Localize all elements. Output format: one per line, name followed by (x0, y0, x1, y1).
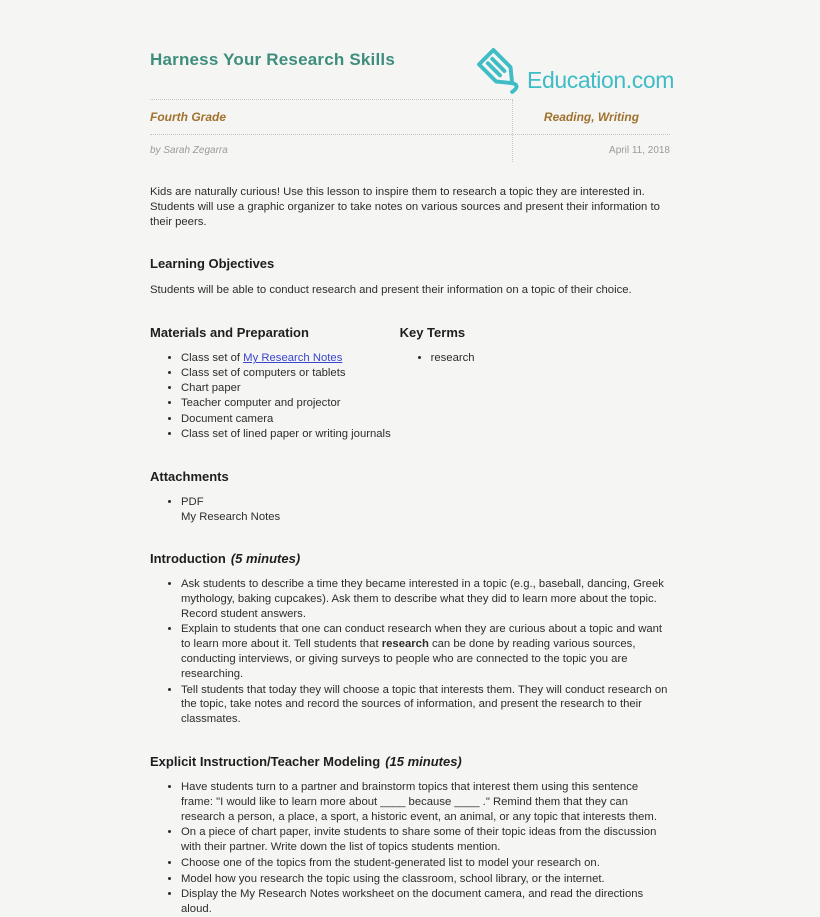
section-heading-introduction (150, 551, 670, 566)
brand-wordmark: Education.com (527, 67, 674, 93)
list-item: • Chart paper (181, 381, 400, 395)
list-item: • Class set of computers or tablets (181, 366, 400, 380)
list-item: • Class set of lined paper or writing journals (181, 427, 400, 441)
learning-objectives-text: Students will be able to conduct research and present their information on a topic of their choice. (150, 284, 632, 297)
pencil-paperclip-icon (475, 46, 525, 96)
section-heading-learning-objectives: Learning Objectives (150, 256, 275, 272)
step-text: Explain to students that one can conduct research when they are curious about a topic and want to learn more about it. Tell students that (181, 623, 663, 651)
section-heading-attachments: Attachments (150, 468, 229, 484)
key-terms-column (400, 325, 670, 442)
lesson-summary: Kids are naturally curious! Use this lesson to inspire them to research a topic they are interested in. Students will use a graphic organizer to take notes on various sources and present their information to their peers. (150, 186, 660, 228)
subject-tags: Reading, Writing (543, 110, 640, 124)
page-title: Harness Your Research Skills (150, 50, 395, 69)
author-byline: by Sarah Zegarra (150, 145, 228, 156)
step-text: can be done by reading various sources, conducting interviews, or giving surveys to people who are connected to the topic you are researching. (181, 638, 636, 680)
materials-list (150, 351, 400, 441)
publish-date: April 11, 2018 (609, 145, 670, 156)
duration-label: (15 minutes) (385, 753, 462, 769)
materials-column (150, 325, 400, 442)
explicit-instruction-steps (150, 780, 670, 917)
section-heading-explicit-instruction (150, 754, 670, 769)
list-item: • Document camera (181, 412, 400, 426)
key-terms-list (400, 351, 670, 365)
step-item: • Display the My Research Notes worksheet on the document camera, and read the directions aloud. (181, 887, 670, 917)
step-item: • Tell students that today they will choose a topic that interests them. They will conduct research on the topic, take notes and record the sources of information, and present the research to their classmates. (181, 683, 670, 727)
material-text: Class set of (181, 352, 244, 365)
heading-text: Introduction (150, 550, 226, 566)
materials-keyterms-section (150, 325, 670, 442)
list-item: • research (431, 351, 670, 365)
section-heading-key-terms: Key Terms (399, 325, 466, 341)
section-heading-materials: Materials and Preparation (150, 325, 309, 341)
list-item: • Teacher computer and projector (181, 396, 400, 410)
lesson-plan-document (150, 0, 674, 917)
attachments-list (150, 495, 670, 524)
heading-text: Explicit Instruction/Teacher Modeling (150, 753, 381, 769)
education-com-logo[interactable] (475, 46, 674, 92)
step-item (181, 622, 670, 681)
step-item: • Have students turn to a partner and brainstorm topics that interest them using this sentence frame: "I would like to learn more about ____ because ____ ." Remind them that they can research a person, a place, a sport, a historic event, an animal, or any topic that interests them. (181, 780, 670, 824)
step-item: • Model how you research the topic using the classroom, school library, or the internet. (181, 872, 670, 887)
step-item: • On a piece of chart paper, invite students to share some of their topic ideas from the discussion with their partner. Write down the list of topics students mention. (181, 825, 670, 855)
list-item (181, 351, 400, 365)
grade-subject-row (150, 100, 670, 135)
attachment-type: • PDF (181, 495, 204, 508)
byline-row (150, 135, 670, 162)
document-header (150, 50, 674, 100)
step-item: • Ask students to describe a time they became interested in a topic (e.g., baseball, dancing, Greek mythology, baking cupcakes). Ask them to describe what they did to learn more about the topic. Record student answers. (181, 577, 670, 621)
grade-level: Fourth Grade (150, 110, 227, 124)
key-term-bold: research (381, 638, 429, 651)
attachment-name: My Research Notes (181, 510, 281, 523)
my-research-notes-link[interactable]: My Research Notes (243, 352, 343, 365)
step-item: • Choose one of the topics from the student-generated list to model your research on. (181, 856, 670, 871)
attachment-item (181, 495, 670, 524)
introduction-steps (150, 577, 670, 727)
duration-label: (5 minutes) (230, 550, 301, 566)
